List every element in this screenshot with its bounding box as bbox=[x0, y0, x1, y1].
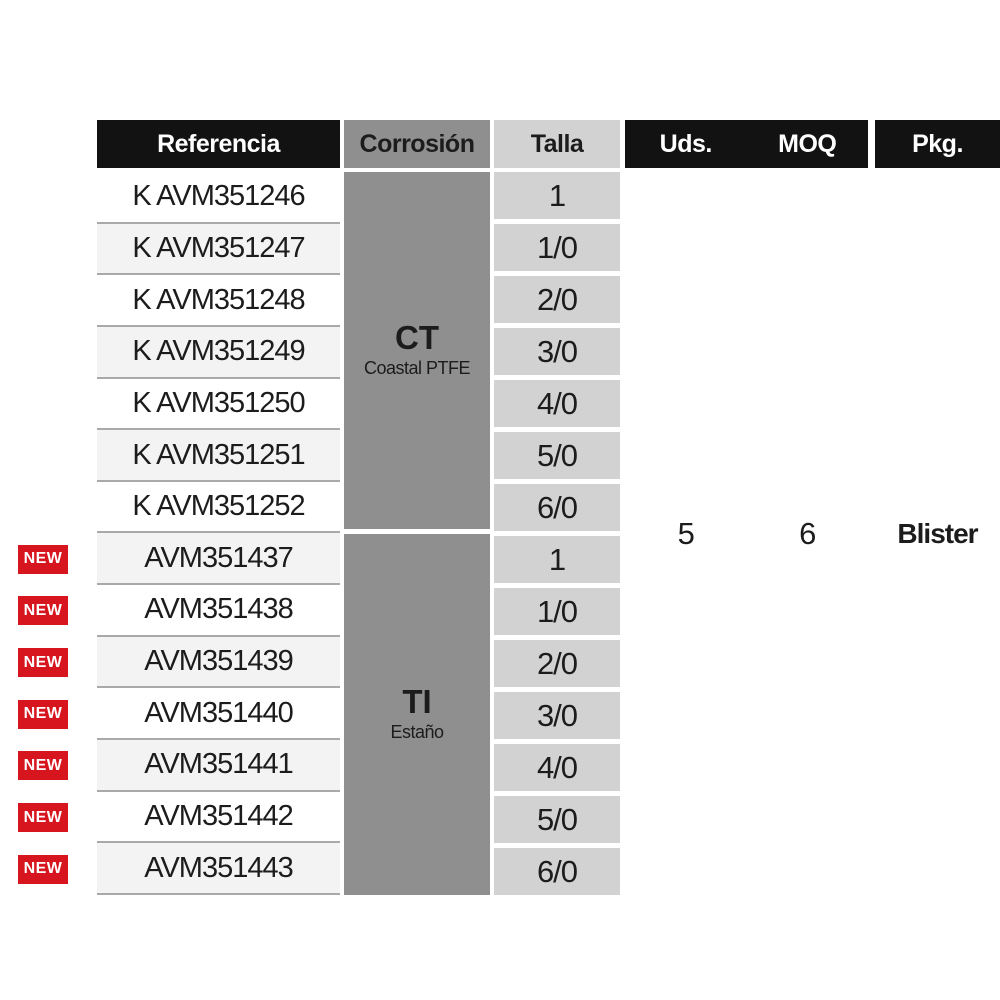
referencia-cell: AVM351441 bbox=[97, 740, 340, 792]
talla-cell: 2/0 bbox=[494, 276, 620, 323]
talla-cell-wrap bbox=[494, 796, 620, 848]
referencia-cell: K AVM351248 bbox=[97, 275, 340, 327]
referencia-cell: AVM351439 bbox=[97, 637, 340, 689]
referencia-cell: AVM351440 bbox=[97, 688, 340, 740]
new-badge: NEW bbox=[18, 545, 68, 574]
talla-cell-wrap bbox=[494, 484, 620, 536]
corrosion-cell bbox=[344, 534, 490, 896]
pkg-value-cell bbox=[875, 518, 1000, 550]
talla-cell-wrap bbox=[494, 640, 620, 692]
referencia-cell: AVM351437 bbox=[97, 533, 340, 585]
column-header-talla: Talla bbox=[494, 120, 620, 168]
referencia-cell: AVM351442 bbox=[97, 792, 340, 844]
new-badge: NEW bbox=[18, 700, 68, 729]
corrosion-group-ti bbox=[344, 534, 490, 896]
talla-cell: 1/0 bbox=[494, 224, 620, 271]
referencia-cell: K AVM351246 bbox=[97, 172, 340, 224]
talla-cell: 6/0 bbox=[494, 484, 620, 531]
shared-values bbox=[625, 172, 1000, 895]
new-badge: NEW bbox=[18, 803, 68, 832]
moq-value: 6 bbox=[799, 515, 816, 551]
talla-cell-wrap bbox=[494, 432, 620, 484]
corrosion-material-label: Estaño bbox=[390, 722, 444, 743]
table-header-row bbox=[97, 120, 1000, 168]
referencia-cell: K AVM351250 bbox=[97, 379, 340, 431]
talla-cell: 3/0 bbox=[494, 692, 620, 739]
talla-cell: 6/0 bbox=[494, 848, 620, 895]
talla-cell-wrap bbox=[494, 588, 620, 640]
talla-cell: 1/0 bbox=[494, 588, 620, 635]
talla-cell: 4/0 bbox=[494, 380, 620, 427]
talla-cell-wrap bbox=[494, 380, 620, 432]
talla-cell-wrap bbox=[494, 744, 620, 796]
corrosion-group-ct bbox=[344, 172, 490, 534]
talla-cell-wrap bbox=[494, 328, 620, 380]
referencia-cell: AVM351438 bbox=[97, 585, 340, 637]
new-badge: NEW bbox=[18, 751, 68, 780]
talla-cell-wrap bbox=[494, 692, 620, 744]
talla-cell: 5/0 bbox=[494, 432, 620, 479]
referencia-cell: K AVM351249 bbox=[97, 327, 340, 379]
talla-cell: 1 bbox=[494, 536, 620, 583]
new-badge: NEW bbox=[18, 648, 68, 677]
talla-cell: 2/0 bbox=[494, 640, 620, 687]
corrosion-code: CT bbox=[395, 319, 439, 357]
corrosion-cell bbox=[344, 172, 490, 529]
corrosion-column bbox=[344, 172, 490, 895]
column-header-uds: Uds. bbox=[659, 129, 712, 158]
referencia-cell: K AVM351251 bbox=[97, 430, 340, 482]
talla-cell: 1 bbox=[494, 172, 620, 219]
talla-cell-wrap bbox=[494, 848, 620, 895]
talla-cell-wrap bbox=[494, 172, 620, 224]
talla-cell: 3/0 bbox=[494, 328, 620, 375]
new-badge: NEW bbox=[18, 855, 68, 884]
referencia-cell: AVM351443 bbox=[97, 843, 340, 895]
table-body bbox=[97, 172, 1000, 895]
pkg-value: Blister bbox=[897, 517, 978, 549]
uds-value: 5 bbox=[677, 515, 694, 551]
column-header-pkg: Pkg. bbox=[875, 120, 1000, 168]
column-header-referencia: Referencia bbox=[97, 120, 340, 168]
talla-cell-wrap bbox=[494, 536, 620, 588]
column-header-moq: MOQ bbox=[778, 129, 837, 158]
corrosion-material-label: Coastal PTFE bbox=[363, 358, 471, 379]
referencia-cell: K AVM351247 bbox=[97, 224, 340, 276]
referencia-column bbox=[97, 172, 340, 895]
talla-cell: 4/0 bbox=[494, 744, 620, 791]
product-table bbox=[97, 120, 1000, 895]
talla-cell-wrap bbox=[494, 276, 620, 328]
uds-moq-values bbox=[625, 516, 868, 552]
talla-cell-wrap bbox=[494, 224, 620, 276]
talla-cell: 5/0 bbox=[494, 796, 620, 843]
talla-column bbox=[494, 172, 620, 895]
column-header-uds-moq bbox=[625, 120, 868, 168]
column-header-corrosion: Corrosión bbox=[344, 120, 490, 168]
new-badge: NEW bbox=[18, 596, 68, 625]
corrosion-code: TI bbox=[402, 683, 432, 721]
referencia-cell: K AVM351252 bbox=[97, 482, 340, 534]
